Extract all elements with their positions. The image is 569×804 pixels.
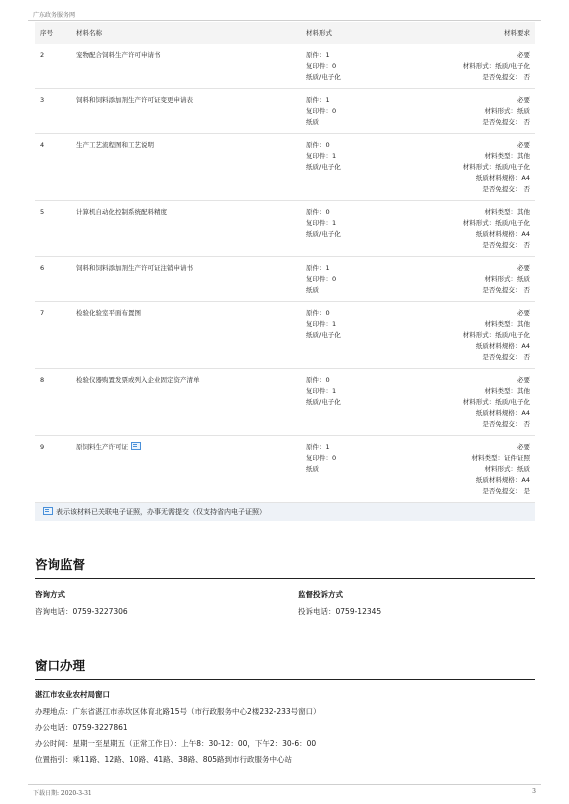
window-office-name: 湛江市农业农村局窗口 [35,690,110,699]
table-row [35,134,535,201]
material-requirement-line: 必要 [517,376,530,384]
material-requirement-line: 纸质材料规格：A4 [475,342,530,350]
material-form-line: 原件：0 [306,376,330,384]
material-requirement-line: 材料形式：纸质/电子化 [462,398,530,406]
material-requirement-cell [421,436,535,503]
material-form-line: 纸质/电子化 [306,230,341,238]
materials-table-body [35,44,535,503]
material-form-line: 原件：1 [306,443,330,451]
material-form-line: 纸质 [306,465,319,473]
window-section-title: 窗口办理 [35,656,535,680]
download-date: 下载日期: 2020-3-31 [33,790,92,797]
material-form-cell [301,436,421,503]
row-number: 6 [40,264,45,272]
material-name: 计算机自动化控制系统配料精度 [76,208,167,216]
material-form-cell [301,257,421,302]
material-requirement-line: 必要 [517,264,530,272]
material-form-line: 复印件：0 [306,275,337,283]
table-row [35,436,535,503]
material-name-cell [71,369,301,436]
page-number: 3 [532,788,536,795]
material-form-line: 纸质/电子化 [306,73,341,81]
material-requirement-line: 材料类型：其他 [484,387,530,395]
material-name-cell [71,201,301,257]
material-requirement-cell [421,89,535,134]
footer-divider [28,784,541,785]
table-row [35,257,535,302]
material-form-cell [301,89,421,134]
table-row [35,302,535,369]
material-requirement-line: 材料类型：其他 [484,208,530,216]
e-certificate-note [35,503,535,521]
table-row [35,89,535,134]
material-name-cell [71,89,301,134]
window-hours: 办公时间：星期一至星期五（正常工作日）：上午8：30-12：00，下午2：30-6：00 [35,739,317,748]
material-requirement-line: 是否免提交： 否 [482,185,530,193]
material-form-line: 原件：1 [306,51,330,59]
material-requirement-line: 材料类型：证件证照 [471,454,530,462]
material-requirement-line: 是否免提交： 否 [482,420,530,428]
material-requirement-cell [421,134,535,201]
material-requirement-line: 材料形式：纸质 [484,465,530,473]
material-form-cell [301,134,421,201]
material-requirement-line: 是否免提交： 否 [482,241,530,249]
material-requirement-line: 必要 [517,51,530,59]
window-phone: 办公电话：0759-3227861 [35,723,128,732]
material-requirement-cell [421,257,535,302]
complaint-method-heading: 监督投诉方式 [298,590,343,599]
material-name-cell [71,257,301,302]
material-requirement-line: 是否免提交： 否 [482,73,530,81]
material-requirement-cell [421,302,535,369]
material-form-line: 复印件：1 [306,320,337,328]
material-form-line: 复印件：1 [306,219,337,227]
row-number: 9 [40,443,45,451]
column-header-name: 材料名称 [76,28,102,37]
material-form-line: 复印件：0 [306,62,337,70]
material-name: 生产工艺流程图和工艺说明 [76,141,154,149]
e-certificate-note-text: 表示该材料已关联电子证照，办事无需提交（仅支持省内电子证照） [56,508,266,516]
material-requirement-line: 纸质材料规格：A4 [475,230,530,238]
material-name-cell [71,302,301,369]
material-requirement-cell [421,201,535,257]
column-header-requirement: 材料要求 [504,28,530,37]
complaint-phone: 投诉电话：0759-12345 [298,607,382,616]
material-form-line: 原件：1 [306,264,330,272]
row-number: 3 [40,96,45,104]
material-form-line: 复印件：0 [306,107,337,115]
material-form-line: 纸质/电子化 [306,163,341,171]
row-number: 5 [40,208,45,216]
material-name-cell [71,134,301,201]
table-row [35,44,535,89]
material-requirement-line: 必要 [517,96,530,104]
table-row [35,369,535,436]
e-certificate-icon [43,507,53,515]
material-requirement-line: 是否免提交： 否 [482,286,530,294]
material-form-cell [301,302,421,369]
consult-method-heading: 咨询方式 [35,590,65,599]
material-name-cell [71,436,301,503]
material-form-line: 原件：0 [306,208,330,216]
e-certificate-icon [131,442,141,450]
material-form-line: 原件：1 [306,96,330,104]
materials-table [35,22,535,503]
material-requirement-line: 材料形式：纸质/电子化 [462,163,530,171]
material-name: 检验仪器购置发票或列入企业固定资产清单 [76,376,200,384]
window-directions: 位置指引：乘11路、12路、10路、41路、38路、805路到市行政服务中心站 [35,755,293,764]
header-divider [28,20,541,21]
material-form-line: 纸质/电子化 [306,331,341,339]
material-form-cell [301,369,421,436]
material-name: 饲料和饲料添加剂生产许可证注销申请书 [76,264,193,272]
material-requirement-line: 材料类型：其他 [484,320,530,328]
table-header-row [35,22,535,44]
material-form-line: 复印件：1 [306,152,337,160]
material-form-line: 复印件：0 [306,454,337,462]
material-requirement-cell [421,44,535,89]
material-requirement-line: 是否免提交： 是 [482,487,530,495]
material-form-line: 纸质/电子化 [306,398,341,406]
window-address: 办理地点：广东省湛江市赤坎区体育北路15号（市行政服务中心2楼232-233号窗口） [35,707,321,716]
site-header: 广东政务服务网 [33,12,76,19]
material-requirement-line: 材料形式：纸质 [484,275,530,283]
material-requirement-cell [421,369,535,436]
material-form-cell [301,44,421,89]
table-row [35,201,535,257]
row-number: 4 [40,141,45,149]
material-requirement-line: 纸质材料规格：A4 [475,476,530,484]
material-requirement-line: 材料类型：其他 [484,152,530,160]
material-requirement-line: 纸质材料规格：A4 [475,409,530,417]
material-form-line: 纸质 [306,118,319,126]
material-form-line: 复印件：1 [306,387,337,395]
material-name: 检验化验室平面布置图 [76,309,141,317]
material-requirement-line: 是否免提交： 否 [482,353,530,361]
material-form-line: 纸质 [306,286,319,294]
material-requirement-line: 必要 [517,443,530,451]
material-form-line: 原件：0 [306,309,330,317]
material-name: 原饲料生产许可证 [76,443,128,451]
material-form-line: 原件：0 [306,141,330,149]
material-name: 宠物配合饲料生产许可申请书 [76,51,161,59]
material-requirement-line: 是否免提交： 否 [482,118,530,126]
consult-section-title: 咨询监督 [35,555,535,579]
material-requirement-line: 材料形式：纸质 [484,107,530,115]
material-form-cell [301,201,421,257]
column-header-form: 材料形式 [306,28,332,37]
material-requirement-line: 材料形式：纸质/电子化 [462,62,530,70]
row-number: 8 [40,376,45,384]
row-number: 2 [40,51,45,59]
material-requirement-line: 纸质材料规格：A4 [475,174,530,182]
material-name-cell [71,44,301,89]
material-name: 饲料和饲料添加剂生产许可证变更申请表 [76,96,193,104]
row-number: 7 [40,309,45,317]
column-header-number: 序号 [40,28,53,37]
material-requirement-line: 必要 [517,309,530,317]
material-requirement-line: 材料形式：纸质/电子化 [462,219,530,227]
material-requirement-line: 必要 [517,141,530,149]
material-requirement-line: 材料形式：纸质/电子化 [462,331,530,339]
consult-phone: 咨询电话：0759-3227306 [35,607,128,616]
